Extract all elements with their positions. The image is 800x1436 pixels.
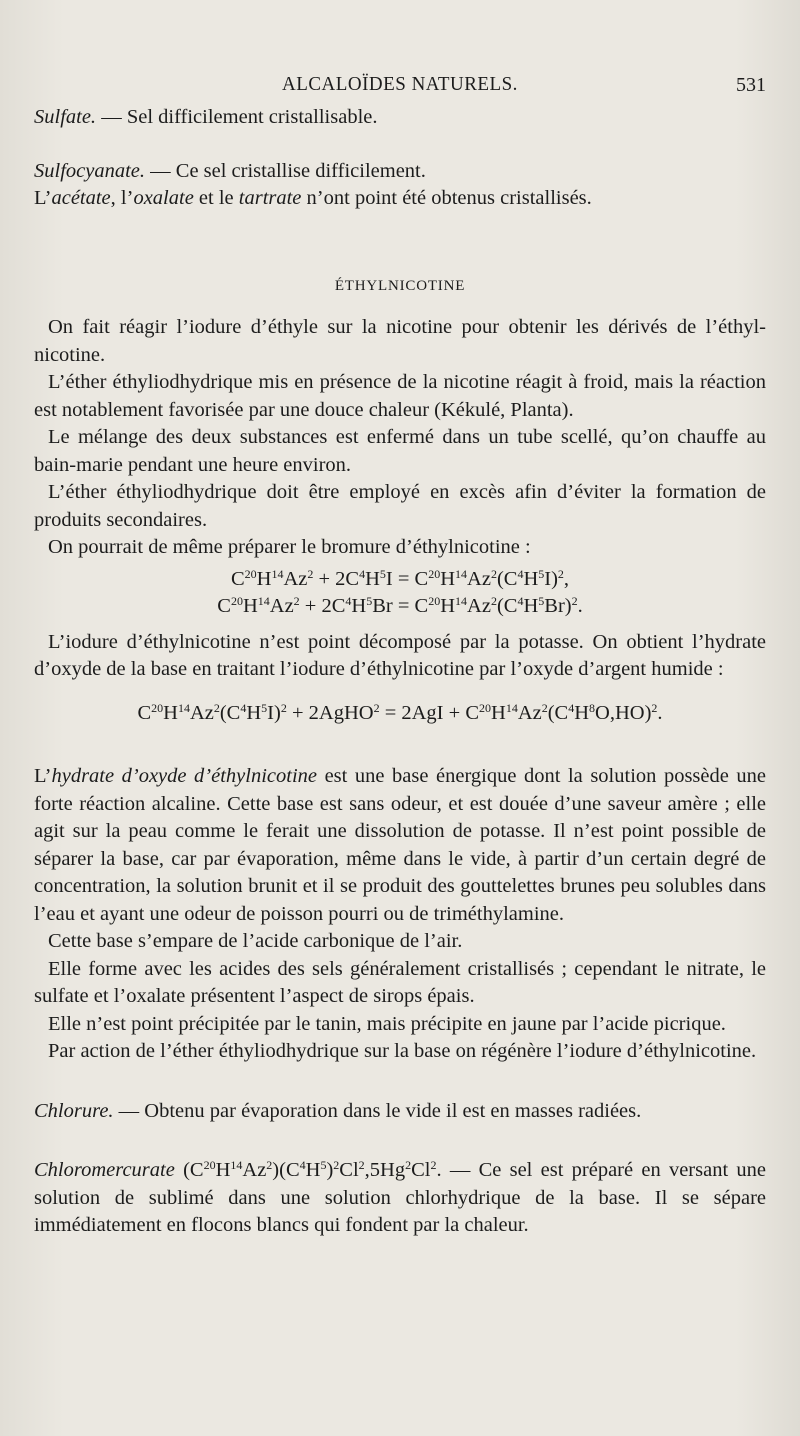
page-body: [34, 104, 766, 1240]
page-header: [0, 74, 800, 98]
chlorure-text: — Obtenu par évaporation dans le vide il est en masses radiées.: [113, 1099, 642, 1122]
running-head: ALCALOÏDES NATURELS.: [282, 73, 518, 96]
other-salts-pre: L’: [34, 187, 52, 209]
paragraph-2: L’éther éthyliodhydrique mis en présence de la nicotine réagit à froid, mais la réaction est notablement favorisée par une douce chaleur (Kékulé, Planta).: [34, 371, 766, 421]
sulfocyanate-entry: [34, 158, 766, 186]
paragraph-7-text: est une base énergique dont la solution possède une forte réaction alcaline. Cette base est sans odeur, et est douée d’une saveur amère ; elle agit sur la peau comme le ferait une dissolution de potasse. Il n’est point possible de séparer la base, car par évaporation, même dans le vide, à partir d’un certain degré de concentration, la solution brunit et il se produit des gouttelettes brunes peu solubles dans l’eau et ayant une odeur de poisson pourri ou de triméthylamine.: [34, 765, 766, 925]
hydrate-term: hydrate d’oxyde d’éthylnicotine: [51, 765, 318, 787]
other-salts-mid1: , l’: [110, 187, 134, 209]
sulfate-term: Sulfate.: [34, 106, 97, 128]
chloromercurate-term: Chloromercurate: [34, 1159, 175, 1181]
page-number: 531: [736, 74, 766, 96]
paragraph-7-pre: L’: [34, 765, 52, 787]
other-salts-mid2: et le: [193, 187, 239, 209]
paragraph-10: Elle n’est point précipitée par le tanin, mais précipite en jaune par l’acide picrique.: [48, 1012, 726, 1035]
sulfocyanate-text: — Ce sel cristallise difficilement.: [145, 159, 426, 182]
bromide-formulas: [34, 566, 766, 621]
paragraph-5: On pourrait de même préparer le bromure d’éthylnicotine :: [48, 536, 531, 558]
paragraph-6: L’iodure d’éthylnicotine n’est point décomposé par la potasse. On obtient l’hydrate d’oxyde de la base en traitant l’iodure d’éthylnicotine par l’oxyde d’argent humide :: [34, 630, 766, 680]
formula-hydrate: $C^{20}H^{14}Az^2(C^4H^5I)^2$ + 2AgHO$^2$ = $2AgI + C^{20}H^{14}Az^2(C^4H^8O,HO)^2$.: [137, 700, 663, 724]
paragraph-9: Elle forme avec les acides des sels généralement cristallisés ; cependant le nitrate, le sulfate et l’oxalate présentent l’aspect de sirops épais.: [34, 957, 766, 1007]
chlorure-entry: [34, 1098, 766, 1126]
chlorure-term: Chlorure.: [34, 1099, 114, 1122]
tartrate-term: tartrate: [238, 187, 302, 209]
chloromercurate-entry: [34, 1157, 766, 1240]
section-title: ÉTHYLNICOTINE: [334, 277, 466, 294]
paragraph-11: Par action de l’éther éthyliodhydrique sur la base on régénère l’iodure d’éthylnicotine.: [48, 1040, 757, 1062]
sulfocyanate-term: Sulfocyanate.: [34, 159, 146, 182]
formula-bromide: $C^{20}H^{14}Az^2 + 2C^4H^5Br = C^{20}H^{14}Az^2(C^4H^5Br)^2$.: [217, 594, 583, 617]
sulfate-entry: [34, 104, 766, 132]
paragraph-3: Le mélange des deux substances est enfermé dans un tube scellé, qu’on chauffe au bain-marie pendant une heure environ.: [34, 426, 766, 476]
formula-iodide: $C^{20}H^{14}Az^2 + 2C^4H^5I = C^{20}H^{14}Az^2(C^4H^5I)^2$,: [230, 566, 570, 590]
paragraph-1: On fait réagir l’iodure d’éthyle sur la nicotine pour obtenir les dérivés de l’éthylnicotine.: [34, 316, 766, 366]
acetate-term: acétate: [51, 187, 111, 209]
chloromercurate-formula: $(C^{20}H^{14}Az^2)(C^4H^5)^2Cl^2,5Hg^2Cl^2$.: [174, 1158, 442, 1181]
other-salts-post: n’ont point été obtenus cristallisés.: [301, 187, 592, 209]
paragraph-4: L’éther éthyliodhydrique doit être employé en excès afin d’éviter la formation de produits secondaires.: [34, 481, 766, 531]
chloromercurate-text: — Ce sel est préparé en versant une solution de sublimé dans une solution chlorhydrique de la base. Il se sépare immédiatement en flocons blancs qui fondent par la chaleur.: [34, 1159, 766, 1236]
other-salts-entry: [34, 185, 766, 213]
sulfate-text: — Sel difficilement cristallisable.: [96, 106, 378, 128]
paragraph-7: [34, 763, 766, 928]
paragraph-8: Cette base s’empare de l’acide carbonique de l’air.: [48, 930, 463, 952]
oxalate-term: oxalate: [133, 187, 194, 209]
